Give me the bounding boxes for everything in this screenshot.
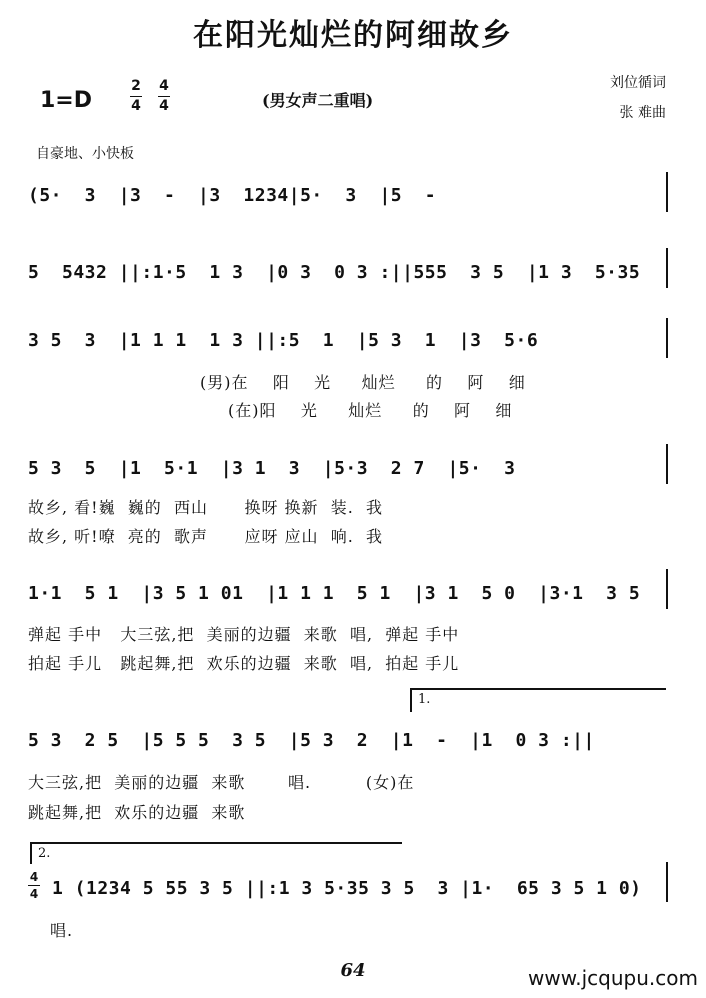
voicing-label: (男女声二重唱)	[262, 91, 374, 110]
score-row-3: 3 5 3 |1 1 1 1 3 ||:5 1 |5 3 1 |3 5·6	[28, 330, 539, 351]
lyricist-credit: 刘位循词	[610, 75, 666, 91]
time-sig-denominator: 4	[159, 98, 169, 114]
time-signature-4-4	[158, 78, 170, 115]
score-row-1: (5· 3 |3 - |3 1234|5· 3 |5 -	[28, 185, 459, 206]
time-sig-numerator: 4	[159, 78, 169, 94]
composer-credit: 张 难曲	[619, 105, 666, 121]
song-title: 在阳光灿烂的阿细故乡	[193, 18, 513, 53]
lyrics-row-6-verse-1: 大三弦,把 美丽的边疆 来歌 唱. (女)在	[28, 773, 415, 792]
barline	[666, 318, 668, 358]
time-signature-2-4	[130, 78, 142, 115]
barline	[666, 862, 668, 902]
time-sig-numerator: 2	[131, 78, 141, 94]
lyrics-row-6-verse-2: 跳起舞,把 欢乐的边疆 来歌	[28, 803, 246, 822]
volta-label-1: 1.	[418, 692, 431, 707]
lyrics-row-3-verse-1: (男)在 阳 光 灿烂 的 阿 细	[200, 373, 526, 392]
lyrics-row-5-verse-1: 弹起 手中 大三弦,把 美丽的边疆 来歌 唱, 弹起 手中	[28, 625, 460, 644]
barline	[666, 248, 668, 288]
key-signature: 1=D	[40, 88, 93, 113]
score-row-4: 5 3 5 |1 5·1 |3 1 3 |5·3 2 7 |5· 3	[28, 458, 516, 479]
lyrics-row-5-verse-2: 拍起 手儿 跳起舞,把 欢乐的边疆 来歌 唱, 拍起 手儿	[28, 654, 460, 673]
volta-bracket-edge	[410, 688, 412, 712]
time-signature-4-4-row7	[28, 870, 40, 901]
barline	[666, 444, 668, 484]
volta-bracket-1	[410, 688, 666, 690]
lyrics-row-4-verse-2: 故乡, 听!嘹 亮的 歌声 应呀 应山 响. 我	[28, 527, 383, 546]
lyrics-row-4-verse-1: 故乡, 看!巍 巍的 西山 换呀 换新 装. 我	[28, 498, 383, 517]
watermark: www.jcqupu.com	[528, 966, 698, 990]
volta-bracket-2	[30, 842, 402, 844]
time-sig-denominator: 4	[131, 98, 141, 114]
lyrics-row-7: 唱.	[50, 921, 74, 940]
fraction-line	[130, 96, 142, 97]
tempo-marking: 自豪地、小快板	[36, 146, 134, 162]
volta-bracket-edge	[30, 842, 32, 864]
score-row-6: 5 3 2 5 |5 5 5 3 5 |5 3 2 |1 - |1 0 3 :||	[28, 730, 595, 751]
lyrics-row-3-verse-2: (在)阳 光 灿烂 的 阿 细	[228, 401, 513, 420]
time-sig-numerator: 4	[29, 870, 39, 884]
barline	[666, 172, 668, 212]
score-row-2: 5 5432 ||:1·5 1 3 |0 3 0 3 :||555 3 5 |1 3 5·35	[28, 262, 641, 283]
score-row-5: 1·1 5 1 |3 5 1 01 |1 1 1 5 1 |3 1 5 0 |3·1 3 5	[28, 583, 641, 604]
page-number: 64	[340, 960, 366, 981]
fraction-line	[28, 885, 40, 886]
fraction-line	[158, 96, 170, 97]
barline	[666, 569, 668, 609]
time-sig-denominator: 4	[29, 887, 39, 901]
volta-label-2: 2.	[38, 846, 51, 861]
score-row-7: 1 (1234 5 55 3 5 ||:1 3 5·35 3 5 3 |1· 65 3 5 1 0)	[52, 878, 642, 899]
